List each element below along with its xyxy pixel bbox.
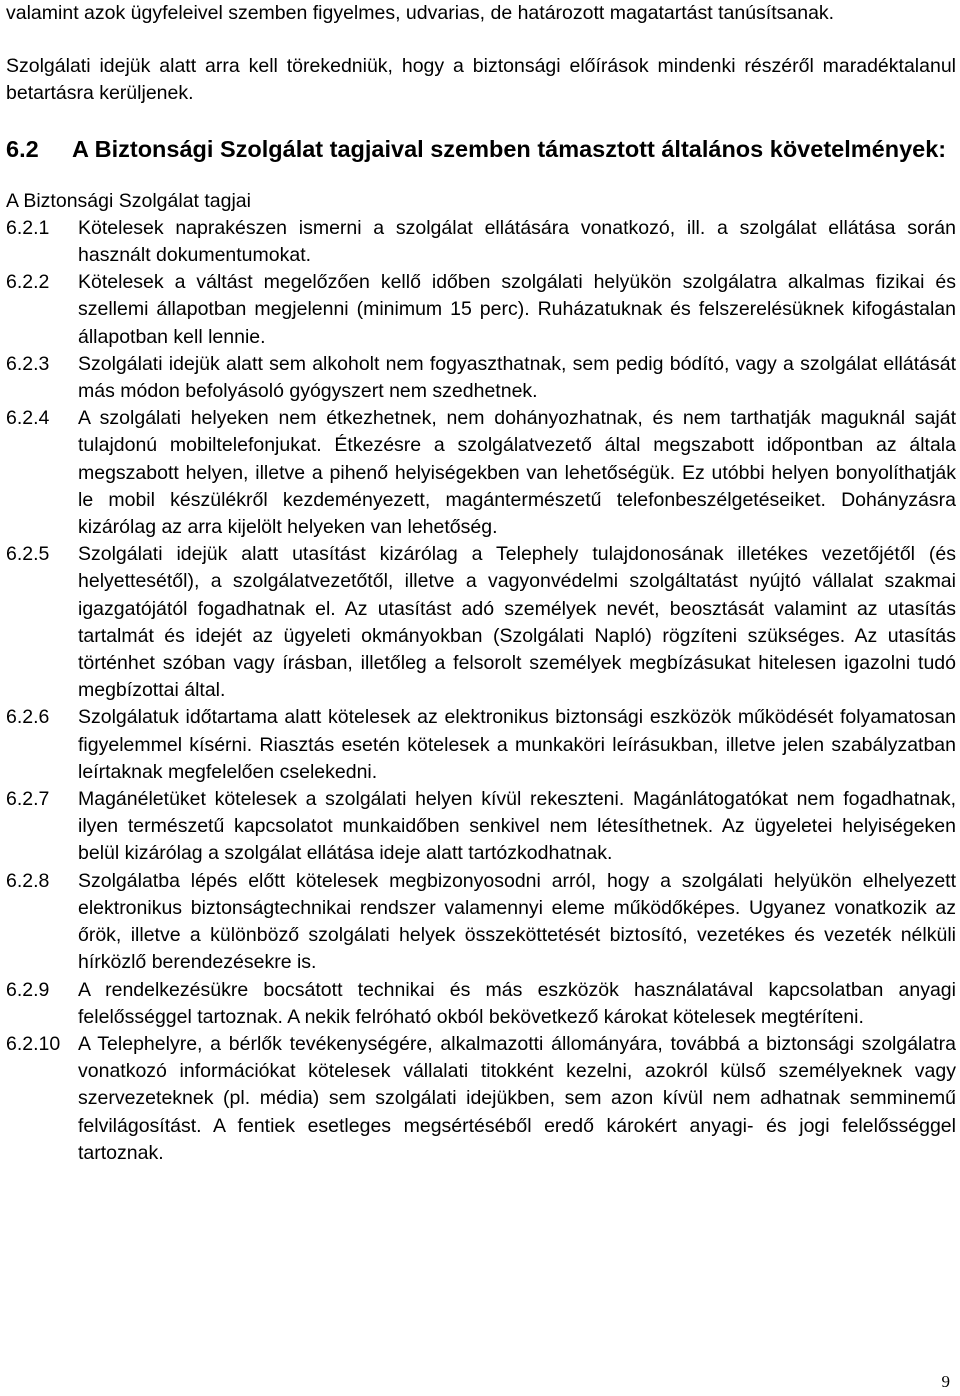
list-item (6, 1031, 956, 1167)
opening-paragraph: Szolgálati idejük alatt arra kell törekedniük, hogy a biztonsági előírások mindenki részéről maradéktalanul betartásra kerüljenek. (6, 55, 956, 105)
item-number: 6.2.2 (6, 271, 50, 294)
item-number: 6.2.1 (6, 216, 50, 239)
list-item (6, 977, 956, 1031)
opening-paragraph: valamint azok ügyfeleivel szemben figyelmes, udvarias, de határozott magatartást tanúsítsanak. (6, 2, 835, 24)
item-number: 6.2.5 (6, 543, 50, 566)
item-text: Kötelesek naprakészen ismerni a szolgálat ellátására vonatkozó, ill. a szolgálat ellátása során használt dokumentumokat. (78, 216, 956, 267)
list-item (6, 351, 956, 405)
list-item (6, 868, 956, 977)
item-number: 6.2.6 (6, 706, 50, 729)
item-text: A rendelkezésükre bocsátott technikai és más eszközök használatával kapcsolatban anyagi felelősséggel tartoznak. A nekik felróható okból bekövetkező károkat kötelesek megtéríteni. (78, 978, 956, 1028)
item-number: 6.2.7 (6, 788, 50, 811)
list-item (6, 786, 956, 868)
page-content (6, 0, 956, 1167)
item-text: Szolgálatuk időtartama alatt kötelesek az elektronikus biztonsági eszközök működését folyamatosan figyelemmel kísérni. Riasztás esetén kötelesek a munkaköri leírásukban, illetve jelen szabályzatban leírtaknak megfelelően cselekedni. (78, 706, 956, 783)
section-intro: A Biztonsági Szolgálat tagjai (6, 189, 251, 212)
section-title: A Biztonsági Szolgálat tagjaival szemben támasztott általános követelmények: (72, 135, 947, 162)
list-item (6, 405, 956, 541)
page-number: 9 (941, 1372, 950, 1391)
item-text: Kötelesek a váltást megelőzően kellő időben szolgálati helyükön szolgálatra alkalmas fizikai és szellemi állapotban megjelenni (minimum 15 perc). Ruházatuknak és felszerelésüknek kifogástalan állapotban kell lennie. (78, 271, 956, 348)
item-text: Magánéletüket kötelesek a szolgálati helyen kívül rekeszteni. Magánlátogatókat nem fogadhatnak, ilyen természetű kapcsolatot munkaidőben senkivel nem létesíthetnek. Az ügyeletei helyiségeken belül kizárólag a szolgálat ellátása ideje alatt tartózkodhatnak. (78, 788, 956, 865)
section-number: 6.2 (6, 135, 39, 162)
item-number: 6.2.3 (6, 352, 50, 375)
item-number: 6.2.10 (6, 1032, 61, 1055)
list-item (6, 541, 956, 704)
item-text: Szolgálati idejük alatt sem alkoholt nem fogyaszthatnak, sem pedig bódító, vagy a szolgálat ellátását más módon befolyásoló gyógyszert nem szedhetnek. (78, 352, 956, 403)
item-number: 6.2.4 (6, 407, 50, 430)
item-text: Szolgálati idejük alatt utasítást kizárólag a Telephely tulajdonosának illetékes vezetőjétől (és helyettesétől), a szolgálatvezetőtől, illetve a vagyonvédelmi szolgáltatást nyújtó vállalat szakmai igazgatójától fogadhatnak el. Az utasítást adó személyek nevét, beosztását valamint az utasítás tartalmát és idejét az ügyeleti okmányokban (Szolgálati Napló) rögzíteni szükséges. Az utasítás történhet szóban vagy írásban, illetőleg a felsorolt személyek megbízásukat hitelesen igazolni tudó megbízottai által. (78, 543, 956, 702)
item-text: Szolgálatba lépés előtt kötelesek megbizonyosodni arról, hogy a szolgálati helyükön elhelyezett elektronikus biztonságtechnikai rendszer valamennyi eleme működőképes. Ugyanez vonatkozik az őrök, illetve a különböző szolgálati helyek összeköttetését biztosító, vezetékes és vezeték nélküli hírközlő berendezésekre is. (78, 869, 956, 974)
item-number: 6.2.9 (6, 978, 50, 1001)
item-number: 6.2.8 (6, 869, 50, 892)
list-item (6, 215, 956, 269)
section-heading (6, 134, 956, 164)
item-text: A Telephelyre, a bérlők tevékenységére, alkalmazotti állományára, továbbá a biztonsági szolgálatra vonatkozó információkat kötelesek vállalati titokként kezelni, azokról külső személyeknek vagy szervezeteknek (pl. média) sem szolgálati idejükben, sem azon kívül nem adhatnak semminemű felvilágosítást. A fentiek esetleges megsértéséből eredő károkért anyagi- és jogi felelősséggel tartoznak. (78, 1032, 956, 1164)
list-item (6, 704, 956, 786)
requirement-list (6, 215, 956, 1167)
item-text: A szolgálati helyeken nem étkezhetnek, nem dohányozhatnak, és nem tarthatják maguknál saját tulajdonú mobiltelefonjukat. Étkezésre a szolgálatvezető által megszabott időpontban az általa megszabott helyen, illetve a pihenő helyiségekben van lehetőségük. Ez utóbbi helyen bonyolíthatják le mobil készülékről kezdeményezett, magántermészetű telefonbeszélgetéseiket. Dohányzásra kizárólag az arra kijelölt helyeken van lehetőség. (78, 407, 956, 539)
list-item (6, 269, 956, 351)
